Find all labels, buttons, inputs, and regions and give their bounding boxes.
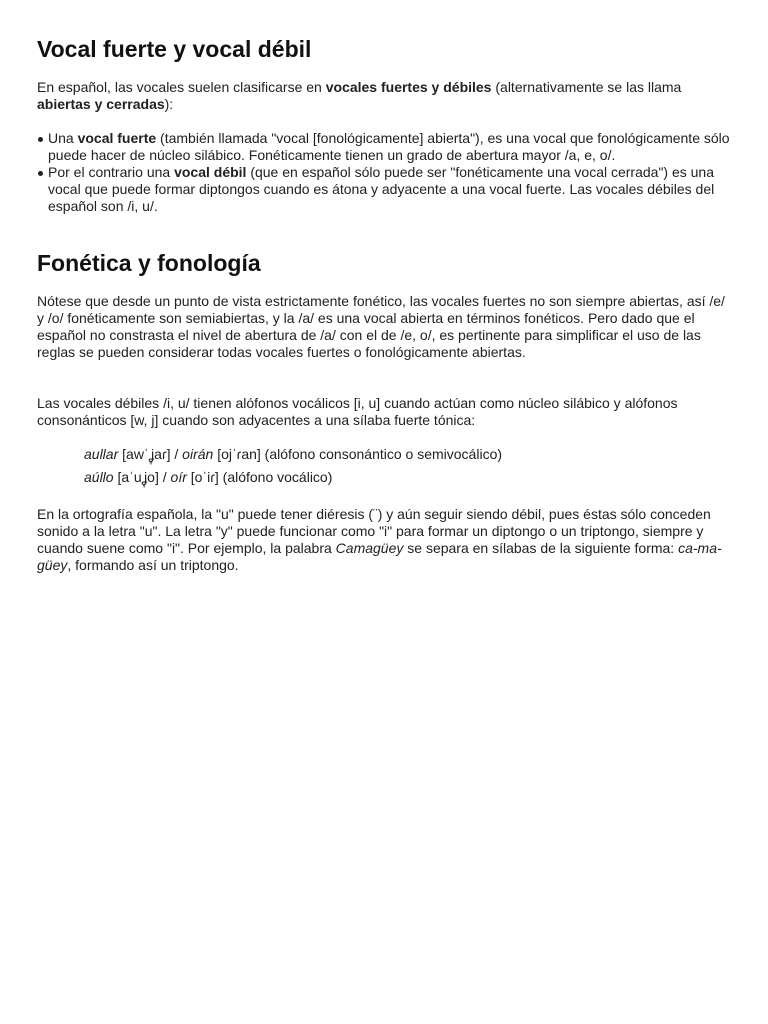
example-ipa: [awˈʝ̞aɾ] / — [118, 446, 183, 462]
example-word: oirán — [182, 446, 214, 462]
example-line — [84, 469, 724, 492]
example-word: oír — [170, 469, 187, 485]
example-word: aúllo — [84, 469, 114, 485]
vowel-types-list — [37, 130, 734, 215]
paragraph-text: se separa en sílabas de la siguiente forma: — [403, 540, 679, 556]
list-item-text: Por el contrario una — [48, 164, 175, 180]
section-title-fonetica: Fonética y fonología — [37, 250, 261, 276]
orthography-paragraph — [37, 506, 734, 574]
list-item-text: (que en español sólo puede ser "fonéticamente una vocal cerrada") es una vocal que puede formar diptongos cuando es átona y adyacente a una vocal fuerte. Las vocales débiles del español son /i, u/. — [48, 164, 715, 214]
example-ipa: [aˈuʝ̞o] / — [113, 469, 171, 485]
list-item-bold: vocal fuerte — [77, 130, 157, 146]
intro-text-3: ): — [164, 96, 174, 112]
list-item-vocal-debil — [37, 164, 734, 215]
phonetics-paragraph-1: Nótese que desde un punto de vista estrictamente fonético, las vocales fuertes no son siempre abiertas, así /e/ y /o/ fonéticamente son semiabiertas, y la /a/ es una vocal abierta en términos fonéticos. Pero dado que el español no constrasta el nivel de abertura de /a/ con el de /e, o/, es pertinente para simplificar el uso de las reglas se pueden considerar todas vocales fuertes o fonológicamente abiertas. — [37, 293, 725, 360]
list-item-text: Una — [48, 130, 78, 146]
paragraph-text: En la ortografía española, la "u" puede tener diéresis (¨) y aún seguir siendo débil, pues éstas sólo conceden sonido a la letra "u". La letra "y" puede funcionar como "i" para formar un diptongo o un triptongo, siempre y cuando suene como "i". Por ejemplo, la palabra — [37, 506, 711, 556]
phonetics-paragraph-2: Las vocales débiles /i, u/ tienen alófonos vocálicos [i, u] cuando actúan como núcleo silábico y alófonos consonánticos [w, j] cuando son adyacentes a una sílaba fuerte tónica: — [37, 395, 678, 428]
examples-block — [84, 446, 724, 492]
intro-bold-fuertes-debiles: vocales fuertes y débiles — [325, 79, 492, 95]
example-line — [84, 446, 724, 469]
section-title-vocal-fuerte: Vocal fuerte y vocal débil — [37, 36, 312, 62]
list-item-vocal-fuerte — [37, 130, 734, 164]
example-word: aullar — [84, 446, 119, 462]
list-item-text: (también llamada "vocal [fonológicamente] abierta"), es una vocal que fonológicamente sólo puede hacer de núcleo silábico. Fonéticamente tienen un grado de abertura mayor /a, e, o/. — [48, 130, 730, 163]
intro-text-2: (alternativamente se las llama — [491, 79, 682, 95]
intro-text-1: En español, las vocales suelen clasificarse en — [37, 79, 326, 95]
italic-camaguey: Camagüey — [335, 540, 404, 556]
intro-bold-abiertas-cerradas: abiertas y cerradas — [37, 96, 165, 112]
paragraph-text: , formando así un triptongo. — [67, 557, 239, 573]
list-item-bold: vocal débil — [174, 164, 247, 180]
intro-paragraph — [37, 79, 734, 113]
example-ipa: [oˈiɾ] (alófono vocálico) — [186, 469, 333, 485]
italic-syllables: ca-ma-güey — [37, 540, 722, 573]
example-ipa: [ojˈɾan] (alófono consonántico o semivocálico) — [213, 446, 503, 462]
